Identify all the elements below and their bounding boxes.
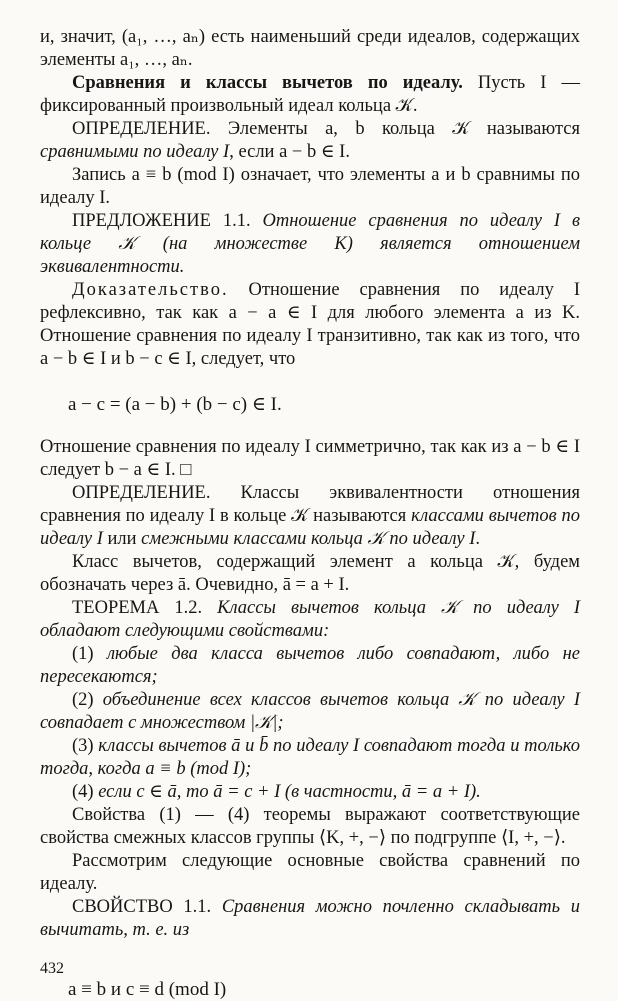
text-run: Пусть I — фиксированный произвольный идеал кольца 𝒦. — [40, 73, 580, 116]
text-run: если c ∈ ā, то ā = c + I (в частности, ā = a + I). — [98, 782, 481, 802]
text-run: и, значит, (a₁, …, aₙ) есть наименьший среди идеалов, содержащих элементы a₁, …, aₙ. — [40, 27, 580, 70]
paragraph — [40, 279, 580, 371]
text-run: Доказательство. — [72, 280, 229, 300]
text-run: (4) — [72, 782, 99, 802]
text-run: классами вычетов по идеалу I — [40, 506, 580, 549]
paragraph — [40, 850, 580, 896]
text-run: или — [102, 529, 142, 549]
text-run: Сравнения можно почленно складывать и вычитать, т. е. из — [40, 897, 580, 940]
paragraph — [40, 781, 580, 804]
paragraph — [40, 118, 580, 164]
text-run: смежными классами кольца 𝒦 по идеалу I — [141, 529, 476, 549]
text-run: (2) — [72, 690, 103, 710]
text-run: Отношение сравнения по идеалу I рефлексивно, так как a − a ∈ I для любого элемента a из K. Отношение сравнения по идеалу I транзитивно, так как из того, что a − b ∈ I и b − c ∈ I, следует, что — [40, 280, 580, 369]
text-run: объединение всех классов вычетов кольца 𝒦 по идеалу I совпадает с множеством |𝒦|; — [40, 690, 580, 733]
text-run: Сравнения и классы вычетов по идеалу. — [72, 73, 463, 93]
text-run: a ≡ b и c ≡ d (mod I) — [68, 979, 227, 1000]
text-run: Рассмотрим следующие основные свойства сравнений по идеалу. — [40, 851, 580, 894]
text-run: a − c = (a − b) + (b − c) ∈ I. — [68, 394, 282, 415]
paragraph — [40, 210, 580, 279]
paragraph — [40, 26, 580, 72]
paragraph — [40, 689, 580, 735]
text-run: СВОЙСТВО 1.1. — [72, 897, 212, 917]
text-run: Отношение сравнения по идеалу I в кольце 𝒦 (на множестве K) является отношением эквивалентности. — [40, 211, 580, 277]
paragraph — [40, 804, 580, 850]
text-run: любые два класса вычетов либо совпадают, либо не пересекаются; — [40, 644, 580, 687]
text-run: Классы вычетов кольца 𝒦 по идеалу I обладают следующими свойствами: — [40, 598, 580, 641]
text-run: ОПРЕДЕЛЕНИЕ. — [72, 483, 211, 503]
paragraph — [40, 482, 580, 551]
text-run: Свойства (1) — (4) теоремы выражают соответствующие свойства смежных классов группы ⟨K, +, −⟩ по подгруппе ⟨I, +, −⟩. — [40, 805, 580, 848]
text-run: ТЕОРЕМА 1.2. — [72, 598, 203, 618]
page-number: 432 — [40, 960, 64, 977]
paragraph — [40, 164, 580, 210]
text-run: Запись a ≡ b (mod I) означает, что элементы a и b сравнимы по идеалу I. — [40, 165, 580, 208]
text-run: ПРЕДЛОЖЕНИЕ 1.1. — [72, 211, 251, 231]
formula — [40, 978, 580, 1001]
text-run: . — [475, 529, 480, 549]
page-body — [40, 26, 580, 1001]
text-run: Класс вычетов, содержащий элемент a кольца 𝒦, будем обозначать через ā. Очевидно, ā = a + I. — [40, 552, 580, 595]
text-run: Отношение сравнения по идеалу I симметрично, так как из a − b ∈ I следует b − a ∈ I. □ — [40, 437, 580, 480]
text-run: Элементы a, b кольца 𝒦 называются — [210, 119, 580, 139]
paragraph — [40, 551, 580, 597]
paragraph — [40, 735, 580, 781]
text-run: (3) — [72, 736, 99, 756]
text-run: ОПРЕДЕЛЕНИЕ. — [72, 119, 211, 139]
text-run: классы вычетов ā и b̄ по идеалу I совпадают тогда и только тогда, когда a ≡ b (mod I); — [40, 736, 581, 779]
paragraph — [40, 436, 580, 482]
text-run: Классы эквивалентности отношения сравнения по идеалу I в кольце 𝒦 называются — [40, 483, 580, 526]
paragraph — [40, 597, 580, 643]
paragraph — [40, 896, 580, 942]
paragraph — [40, 643, 580, 689]
text-run: , если a − b ∈ I. — [229, 142, 350, 162]
paragraph — [40, 72, 580, 118]
text-run: (1) — [72, 644, 107, 664]
formula — [40, 393, 580, 416]
text-run: сравнимыми по идеалу I — [40, 142, 230, 162]
